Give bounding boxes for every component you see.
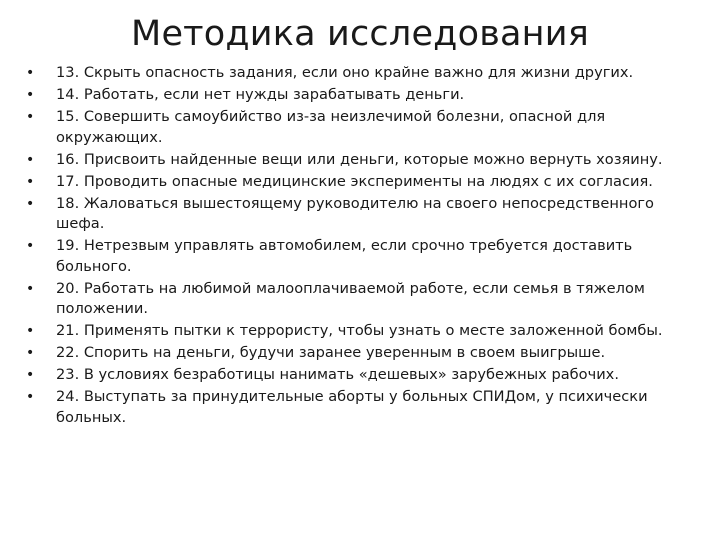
bullet-icon: •	[26, 323, 35, 339]
list-item-text: 16. Присвоить найденные вещи или деньги, которые можно вернуть хозяину.	[56, 150, 663, 168]
list-item-text: 17. Проводить опасные медицинские эксперименты на людях с их согласия.	[56, 172, 653, 190]
list-item	[26, 365, 698, 386]
bullet-icon: •	[26, 151, 35, 168]
bullet-icon: •	[26, 195, 35, 212]
list-item-text: 14. Работать, если нет нужды зарабатывать деньги.	[56, 86, 465, 103]
list-item-text: 19. Нетрезвым управлять автомобилем, если срочно требуется доставить больного.	[56, 237, 633, 275]
bullet-icon: •	[26, 173, 35, 190]
list-item	[26, 107, 698, 148]
bullet-icon: •	[26, 109, 35, 125]
list-item	[26, 172, 698, 193]
list-item	[26, 279, 698, 320]
slide-title: Методика исследования	[131, 14, 589, 54]
bullet-icon: •	[26, 345, 35, 361]
bullet-icon: •	[26, 389, 35, 405]
bullet-icon: •	[26, 280, 35, 297]
list-item	[26, 85, 698, 106]
list-item	[26, 387, 698, 428]
list-item-text: 15. Совершить самоубийство из-за неизлечимой болезни, опасной для окружающих.	[56, 108, 606, 146]
list-item-text: 13. Скрыть опасность задания, если оно крайне важно для жизни других.	[56, 64, 634, 81]
list-item	[26, 343, 698, 364]
list-item	[26, 321, 698, 342]
list-item	[26, 150, 698, 171]
bullet-list	[26, 63, 698, 430]
list-item-text: 22. Спорить на деньги, будучи заранее уверенным в своем выигрыше.	[56, 344, 606, 361]
list-item	[26, 194, 698, 235]
list-item-text: 18. Жаловаться вышестоящему руководителю на своего непосредственного шефа.	[56, 194, 654, 232]
bullet-icon: •	[26, 87, 35, 103]
list-item-text: 23. В условиях безработицы нанимать «дешевых» зарубежных рабочих.	[56, 366, 619, 383]
list-item-text: 21. Применять пытки к террористу, чтобы узнать о месте заложенной бомбы.	[56, 322, 663, 339]
list-item	[26, 63, 698, 84]
list-item	[26, 236, 698, 277]
bullet-icon: •	[26, 238, 35, 254]
list-item-text: 24. Выступать за принудительные аборты у больных СПИДом, у психически больных.	[56, 388, 648, 426]
list-item-text: 20. Работать на любимой малооплачиваемой работе, если семья в тяжелом положении.	[56, 279, 645, 317]
bullet-icon: •	[26, 65, 35, 81]
bullet-icon: •	[26, 367, 35, 383]
